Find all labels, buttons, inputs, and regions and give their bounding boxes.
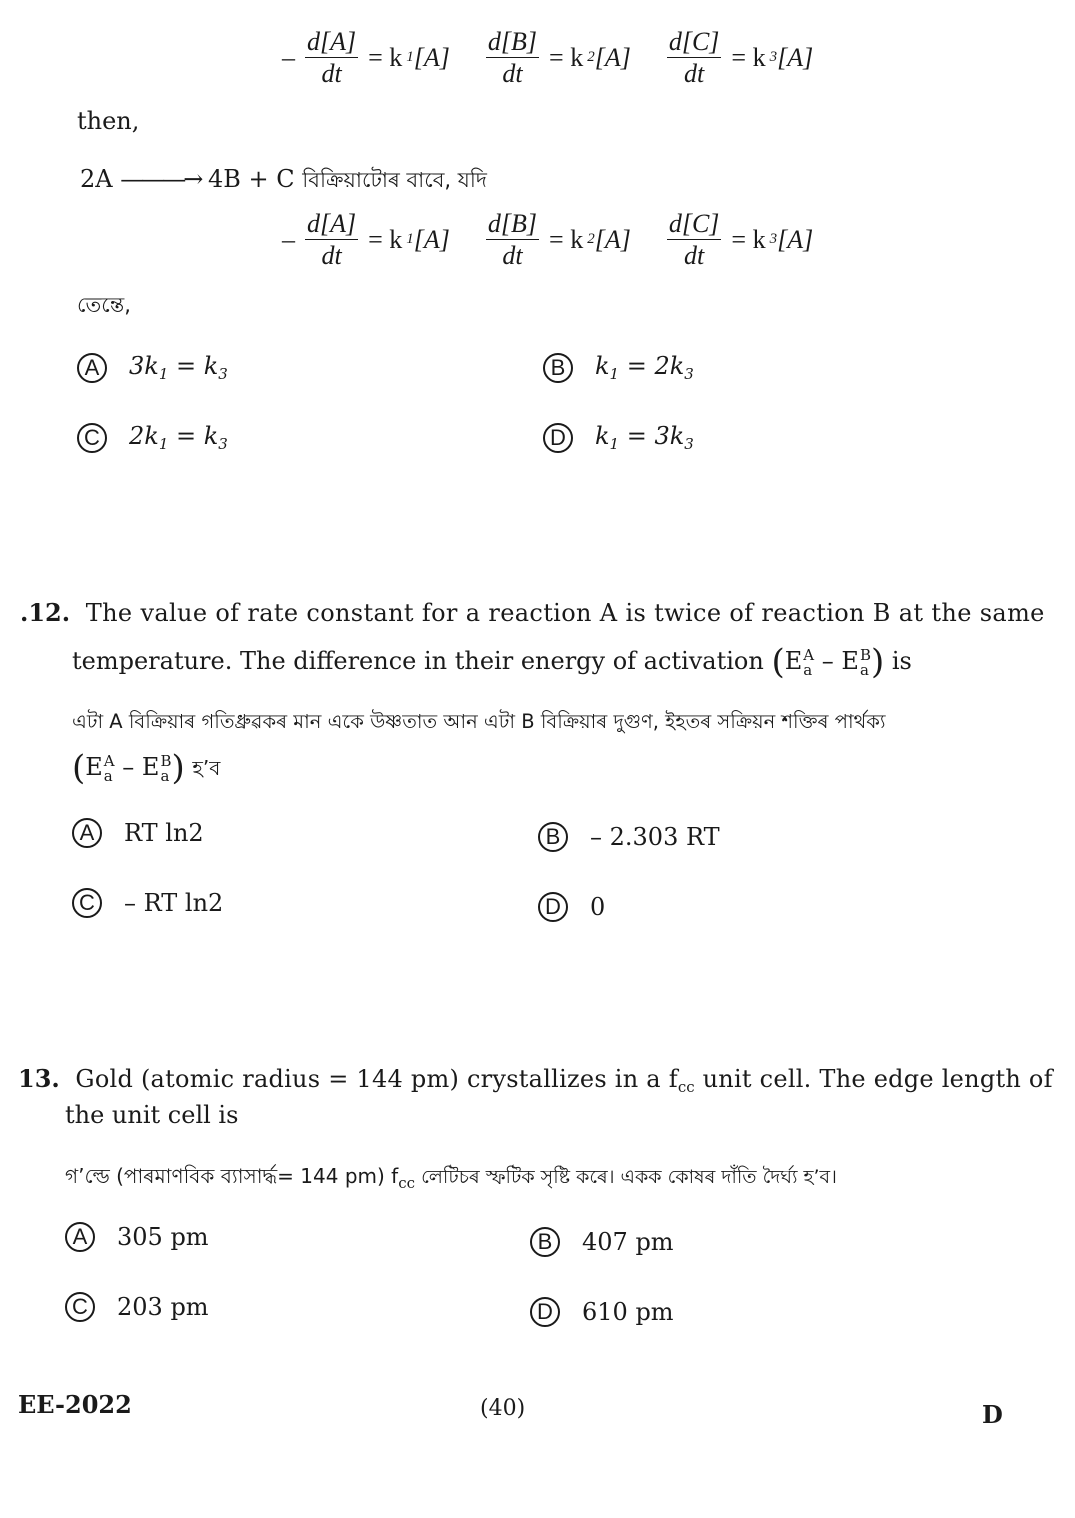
s2: 3 [218, 435, 228, 453]
option-a-bubble-icon[interactable]: A [77, 353, 107, 383]
reaction-assamese: বিক্ৰিয়াটোৰ বাবে, যদি [302, 168, 487, 192]
booklet-set: D [982, 1400, 1003, 1429]
q13-option-a[interactable] [65, 1222, 209, 1252]
sup: B [160, 751, 172, 770]
t1: k [595, 422, 610, 450]
q12-option-c[interactable] [72, 888, 223, 918]
s2: 3 [684, 435, 694, 453]
conc: [A] [594, 224, 631, 254]
question-number: .12. [20, 598, 71, 627]
subscript: 1 [406, 231, 414, 248]
sub: cc [398, 1174, 416, 1192]
e: E [784, 647, 803, 675]
minus-sign: – [282, 224, 295, 254]
question-text-end: unit cell. The edge length of [694, 1065, 1053, 1093]
numerator: d[B] [486, 28, 539, 58]
option-b-bubble-icon[interactable]: B [543, 353, 573, 383]
numerator: d[A] [305, 28, 358, 58]
option-d-text: 0 [590, 893, 606, 921]
t1: 2k [129, 422, 159, 450]
q13-line1 [18, 1062, 1053, 1099]
sup: A [803, 645, 815, 664]
option-c[interactable] [77, 422, 228, 453]
question-number: 13. [18, 1064, 60, 1093]
conc: [A] [413, 42, 450, 72]
option-a[interactable] [77, 352, 228, 383]
t2: = k [168, 422, 219, 450]
e: E [85, 753, 103, 781]
option-c-text: – RT ln2 [124, 889, 224, 917]
minus-sign: – [282, 42, 295, 72]
s1: 1 [609, 365, 620, 383]
fraction-db-dt [486, 28, 539, 88]
reaction-line [80, 162, 487, 197]
denominator: dt [502, 59, 523, 89]
option-c-text: 203 pm [117, 1293, 209, 1321]
s1: 1 [609, 435, 620, 453]
subscript: 2 [587, 231, 595, 248]
question-text-end: is [891, 647, 912, 675]
q12-option-d[interactable] [538, 892, 605, 922]
q13-line2: the unit cell is [65, 1101, 239, 1129]
reactant: 2A [80, 165, 113, 193]
products: 4B + C [208, 165, 295, 193]
conc: [A] [777, 224, 814, 254]
assamese-end: হ’ব [192, 756, 221, 780]
as-text-end: লেটিচৰ স্ফটিক সৃষ্টি কৰে। একক কোষৰ দাঁতি দৈৰ্ঘ্য হ’ব। [415, 1166, 837, 1188]
denominator: dt [684, 241, 705, 271]
q12-option-a[interactable] [72, 818, 204, 848]
option-a-text: RT ln2 [124, 819, 204, 847]
option-b-text: – 2.303 RT [590, 823, 720, 851]
relation: = k [731, 42, 766, 72]
sub: a [103, 766, 113, 785]
arrow-icon: ———→ [120, 165, 201, 193]
sup: B [859, 645, 871, 664]
q13-option-d[interactable] [530, 1297, 674, 1327]
numerator: d[C] [667, 28, 722, 58]
minus: – [122, 753, 135, 781]
option-d-text [595, 422, 694, 453]
option-c-bubble-icon[interactable]: C [65, 1292, 95, 1322]
sub: cc [677, 1078, 695, 1096]
then-english: then, [77, 107, 140, 135]
e: E [141, 753, 160, 781]
e: E [841, 647, 859, 675]
q12-assamese-line2: (E A a – E B a ) হ’ব [72, 748, 221, 788]
question-text: temperature. The difference in their energy of activation [72, 647, 764, 675]
numerator: d[B] [486, 210, 539, 240]
subscript: 3 [769, 49, 778, 66]
sup: A [103, 751, 115, 770]
fraction-dc-dt [667, 28, 722, 88]
relation: = k [549, 42, 584, 72]
t2: = 2k [619, 352, 685, 380]
conc: [A] [594, 42, 631, 72]
option-a-bubble-icon[interactable]: A [65, 1222, 95, 1252]
sub: a [160, 766, 170, 785]
numerator: d[C] [667, 210, 722, 240]
s1: 1 [158, 435, 169, 453]
t1: k [595, 352, 610, 380]
fraction-da-dt [305, 28, 358, 88]
subscript: 2 [587, 49, 595, 66]
sub: a [803, 660, 813, 679]
q12-assamese-line1: এটা A বিক্ৰিয়াৰ গতিধ্ৰুৱকৰ মান একে উষ্ণতাত আন এটা B বিক্ৰিয়াৰ দুগুণ, ইহতৰ সক্ৰিয়ন শক্তিৰ পাৰ্থক্য [72, 710, 886, 733]
option-b-text [595, 352, 694, 383]
q12-line2: temperature. The difference in their energy of activation (E A a – E B a ) is [72, 642, 912, 682]
rate-equation-top [278, 28, 813, 88]
page-number: (40) [480, 1396, 526, 1421]
t1: 3k [129, 352, 159, 380]
option-c-bubble-icon[interactable]: C [77, 423, 107, 453]
denominator: dt [321, 59, 342, 89]
option-b-bubble-icon[interactable]: B [538, 822, 568, 852]
conc: [A] [413, 224, 450, 254]
subscript: 1 [406, 49, 414, 66]
conc: [A] [777, 42, 814, 72]
subscript: 3 [769, 231, 778, 248]
option-d-bubble-icon[interactable]: D [530, 1297, 560, 1327]
option-a-text: 305 pm [117, 1223, 209, 1251]
q13-assamese [65, 1162, 837, 1195]
then-assamese: তেন্তে, [77, 293, 131, 317]
fraction-db-dt [486, 210, 539, 270]
denominator: dt [684, 59, 705, 89]
q13-option-c[interactable] [65, 1292, 209, 1322]
minus: – [821, 647, 834, 675]
option-c-bubble-icon[interactable]: C [72, 888, 102, 918]
relation: = k [368, 42, 403, 72]
q12-option-b[interactable] [538, 822, 720, 852]
question-text: Gold (atomic radius = 144 pm) crystallizes in a f [75, 1065, 678, 1093]
rate-equation-second [278, 210, 813, 270]
numerator: d[A] [305, 210, 358, 240]
option-d-bubble-icon[interactable]: D [543, 423, 573, 453]
option-b[interactable] [543, 352, 694, 383]
relation: = k [731, 224, 766, 254]
as-text: গ’ল্ডে (পাৰমাণবিক ব্যাসাৰ্দ্ধ= 144 pm) f [65, 1164, 399, 1188]
s2: 3 [218, 365, 228, 383]
s1: 1 [158, 365, 169, 383]
relation: = k [368, 224, 403, 254]
sub: a [859, 660, 869, 679]
exam-code: EE-2022 [18, 1390, 132, 1419]
fraction-da-dt [305, 210, 358, 270]
option-b-bubble-icon[interactable]: B [530, 1227, 560, 1257]
q12-line1 [20, 596, 1045, 631]
option-a-text [129, 352, 228, 383]
question-text: The value of rate constant for a reaction A is twice of reaction B at the same [85, 599, 1045, 627]
option-b-text: 407 pm [582, 1228, 674, 1256]
fraction-dc-dt [667, 210, 722, 270]
t2: = 3k [619, 422, 685, 450]
denominator: dt [321, 241, 342, 271]
option-d[interactable] [543, 422, 694, 453]
option-d-text: 610 pm [582, 1298, 674, 1326]
q13-option-b[interactable] [530, 1227, 674, 1257]
denominator: dt [502, 241, 523, 271]
t2: = k [168, 352, 219, 380]
s2: 3 [684, 365, 694, 383]
option-c-text [129, 422, 228, 453]
option-a-bubble-icon[interactable]: A [72, 818, 102, 848]
option-d-bubble-icon[interactable]: D [538, 892, 568, 922]
relation: = k [549, 224, 584, 254]
